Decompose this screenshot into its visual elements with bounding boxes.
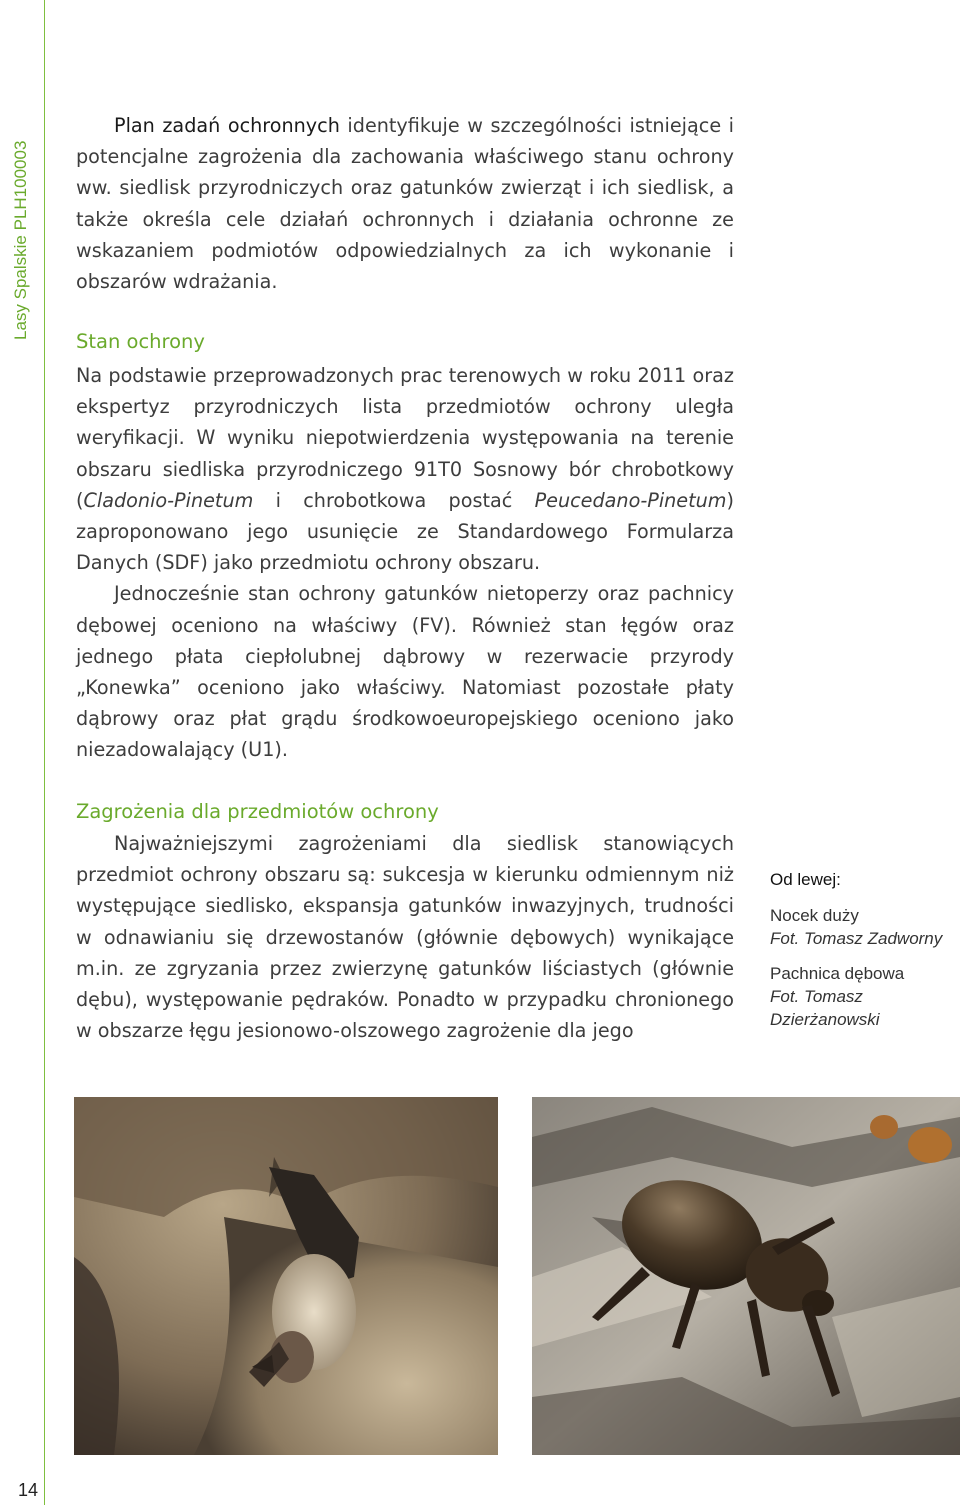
page-number: 14 bbox=[18, 1480, 39, 1500]
heading-zagrozenia: Zagrożenia dla przedmiotów ochrony bbox=[76, 800, 439, 823]
photo-captions bbox=[770, 870, 960, 1043]
caption-bat bbox=[770, 904, 960, 950]
section-zagrozenia-body bbox=[76, 828, 734, 1046]
intro-lead: Plan zadań ochronnych bbox=[114, 114, 340, 137]
side-rule bbox=[44, 0, 45, 1505]
side-running-title: Lasy Spalskie PLH100003 bbox=[11, 140, 30, 340]
caption-beetle-credit: Fot. Tomasz Dzierżanowski bbox=[770, 987, 880, 1029]
caption-beetle bbox=[770, 962, 960, 1031]
latin-name-cladonio: Cladonio-Pinetum bbox=[83, 488, 254, 512]
latin-name-peucedano: Peucedano-Pinetum bbox=[534, 488, 727, 512]
section-stan-ochrony-body bbox=[76, 360, 734, 766]
zagrozenia-paragraph-1: Najważniejszymi zagrożeniami dla siedlisk stanowiących przedmiot ochrony obszaru są: sukcesja w kierunku odmiennym niż występujące siedlisko, ekspansja gatunków inwazyjnych, trudności w odnawianiu się drzewostanów (głównie dębowych) wynikające m.in. ze zgryzania przez zwierzynę gatunków liściastych (głównie dębu), występowanie pędraków. Ponadto w przypadku chronionego w obszarze łęgu jesionowo-olszowego zagrożenie dla jego bbox=[76, 832, 734, 1043]
intro-rest: identyfikuje w szczególności istniejące i potencjalne zagrożenia dla zachowania właściwego stanu ochrony ww. siedlisk przyrodniczych oraz gatunków zwierząt i ich siedlisk, a także określa cele działań ochronnych i działania ochronne ze wskazaniem podmiotów odpowiedzialnych za ich wykonanie i obszarów wdrażania. bbox=[76, 114, 734, 294]
caption-bat-name: Nocek duży bbox=[770, 906, 859, 925]
caption-bat-credit: Fot. Tomasz Zadworny bbox=[770, 929, 943, 948]
photo-beetle bbox=[532, 1097, 960, 1455]
stan-ochrony-paragraph-1: Na podstawie przeprowadzonych prac terenowych w roku 2011 oraz ekspertyz przyrodniczych lista przedmiotów ochrony uległa weryfikacji. W wyniku niepotwierdzenia występowania na terenie obszaru siedliska przyrodniczego 91T0 Sosnowy bór chrobotkowy (Cladonio-Pinetum i chrobotkowa postać Peucedano-Pinetum) zaproponowano jego usunięcie ze Standardowego Formularza Danych (SDF) jako przedmiotu ochrony obszaru. bbox=[76, 364, 734, 575]
captions-heading: Od lewej: bbox=[770, 870, 841, 889]
caption-beetle-name: Pachnica dębowa bbox=[770, 964, 905, 983]
heading-stan-ochrony: Stan ochrony bbox=[76, 330, 205, 353]
intro-paragraph bbox=[76, 110, 734, 297]
photo-bat bbox=[74, 1097, 498, 1455]
stan-ochrony-paragraph-2: Jednocześnie stan ochrony gatunków nietoperzy oraz pachnicy dębowej oceniono na właściwy (FV). Również stan łęgów oraz jednego płata ciepłolubnej dąbrowy w rezerwacie przyrody „Konewka” oceniono jako właściwy. Natomiast pozostałe płaty dąbrowy oraz płat grądu środkowoeuropejskiego oceniono jako niezadowalający (U1). bbox=[76, 582, 734, 762]
soil-lump bbox=[908, 1127, 952, 1163]
